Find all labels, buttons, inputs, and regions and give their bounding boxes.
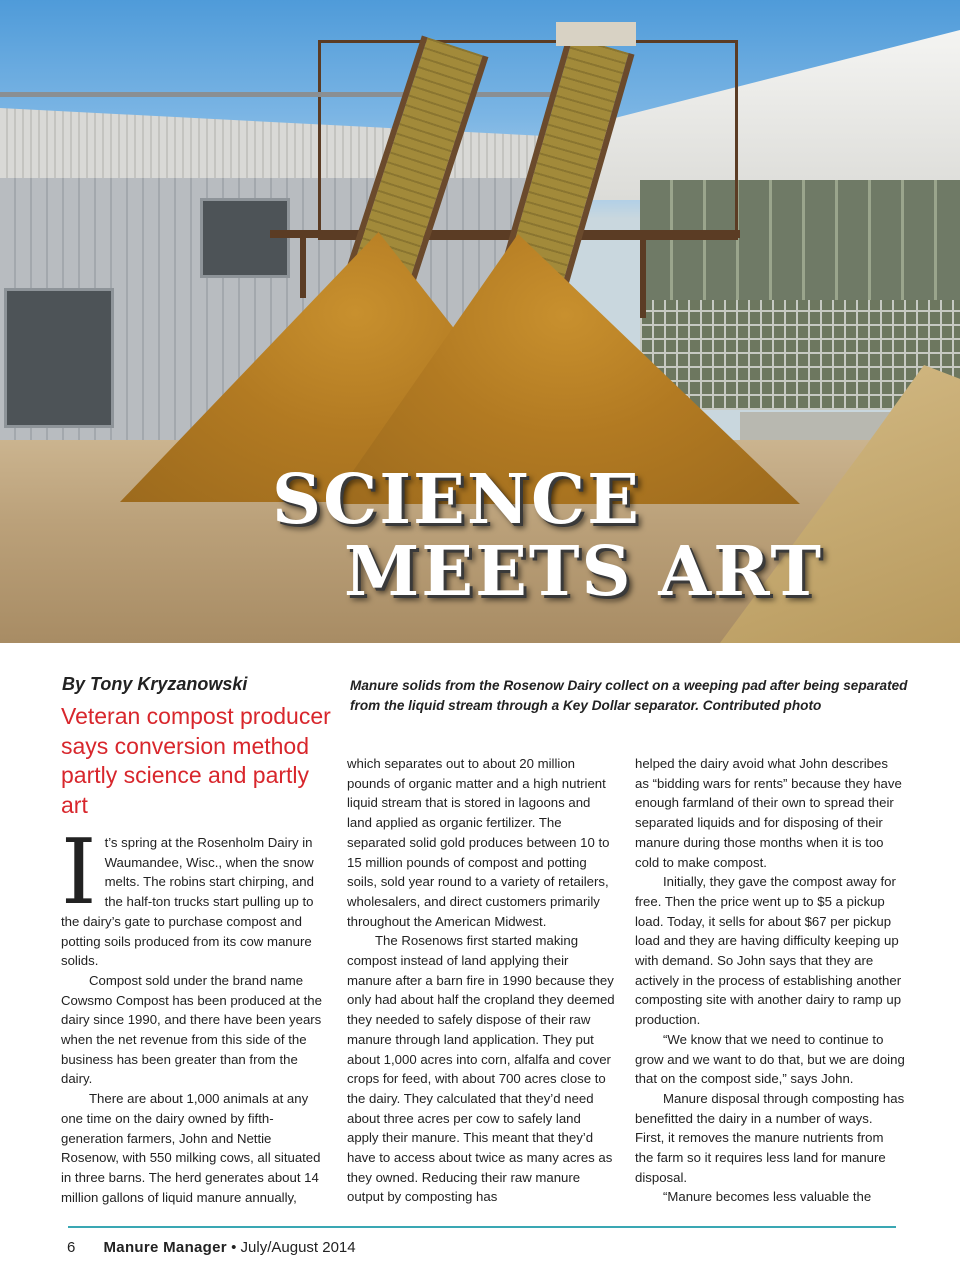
frame-beam: [270, 230, 740, 238]
paragraph-text: t’s spring at the Rosenholm Dairy in Waumandee, Wisc., when the snow melts. The robins start chirping, and the half-ton trucks start pulling up to the dairy’s gate to purchase compost and potting soils produced from its cow manure solids.: [61, 835, 314, 969]
paragraph: [61, 820, 326, 971]
photo-caption: Manure solids from the Rosenow Dairy collect on a weeping pad after being separated from the liquid stream through a Key Dollar separator. Contributed photo: [350, 678, 908, 713]
paragraph: helped the dairy avoid what John describes as “bidding wars for rents” because they have enough farmland of their own to spread their separated liquids and for disposing of their manure during those months when it is too cold to make compost.: [635, 756, 902, 870]
publication-name: Manure Manager: [103, 1239, 227, 1256]
paragraph: The Rosenows first started making compost instead of land applying their manure after a barn fire in 1990 because they only had about half the cropland they deemed they needed to safely dispose of their raw manure through land application. They put about 1,000 acres into corn, alfalfa and cover crops for feed, with about 700 acres close to the dairy. They calculated that they’d need about three acres per cow to safely land apply their manure. This meant that they’d have to access about twice as many acres as they owned. Reducing their raw manure output by composting has: [347, 933, 615, 1205]
paragraph: which separates out to about 20 million pounds of organic matter and a high nutrient liquid stream that is stored in lagoons and land applied as organic fertilizer. The separated solid gold produces between 10 to 15 million pounds of compost and potting soils, sold year round to a variety of retailers, wholesalers, and direct customers primarily throughout the American Midwest.: [347, 756, 610, 929]
paragraph: Compost sold under the brand name Cowsmo Compost has been produced at the dairy since 1990, and there have been years when the net revenue from this side of the business has been greater than from the dairy.: [61, 972, 322, 1087]
page-footer: [67, 1239, 356, 1256]
page-number: 6: [67, 1239, 76, 1256]
headline-line-1: SCIENCE: [272, 460, 641, 540]
deck-subheadline: Veteran compost producer says conversion method partly science and partly art: [61, 703, 331, 818]
byline: By Tony Kryzanowski: [62, 674, 248, 694]
article-column-2: [347, 754, 615, 1207]
article-column-3: [635, 754, 905, 1207]
footer-rule: [68, 1226, 896, 1228]
issue-date: July/August 2014: [240, 1239, 356, 1256]
paragraph: “We know that we need to continue to grow and we want to do that, but we are doing that on the compost side,” says John.: [635, 1031, 905, 1087]
footer-separator: •: [231, 1239, 237, 1256]
paragraph: Initially, they gave the compost away for free. Then the price went up to $5 a pickup load. Today, it sells for about $67 per pickup load and they are having difficulty keeping up with demand. So John says that they are actively in the process of establishing another composting site with another dairy to ramp up production.: [635, 874, 902, 1028]
article-column-1: [61, 820, 326, 1207]
headline-line-2: MEETS ART: [344, 532, 823, 612]
paragraph: Manure disposal through composting has benefitted the dairy in a number of ways. First, it removes the manure nutrients from the farm so it requires less land for manure disposal.: [635, 1090, 905, 1185]
paragraph: There are about 1,000 animals at any one time on the dairy owned by fifth-generation farmers, John and Nettie Rosenow, with 550 milking cows, all situated in three barns. The herd generates about 14 million gallons of liquid manure annually,: [61, 1091, 321, 1205]
drop-cap: I: [61, 820, 97, 925]
paragraph: “Manure becomes less valuable the: [663, 1189, 872, 1205]
separator-housing: [556, 22, 636, 46]
hero-photo: [0, 0, 960, 643]
